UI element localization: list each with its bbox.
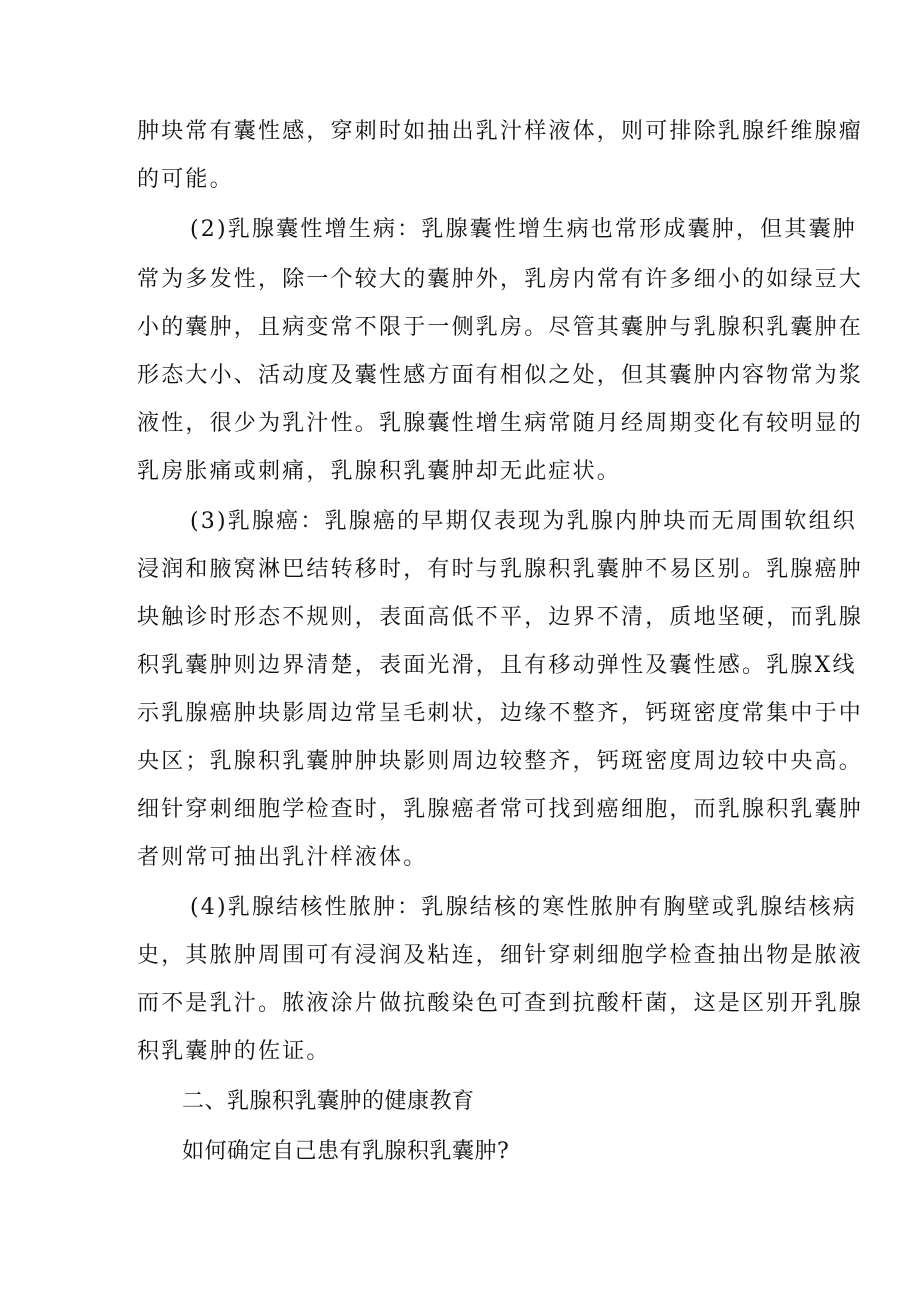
paragraph-3-line-8: 者则常可抽出乳汁样液体。 (137, 845, 428, 870)
paragraph-4-line-2: 史，其脓肿周围可有浸润及粘连，细针穿刺细胞学检查抽出物是脓液 (137, 943, 864, 968)
paragraph-2-line-3: 小的囊肿，且病变常不限于一侧乳房。尽管其囊肿与乳腺积乳囊肿在 (137, 315, 864, 340)
paragraph-4-line-3: 而不是乳汁。脓液涂片做抗酸染色可查到抗酸杆菌，这是区别开乳腺 (137, 991, 864, 1016)
paragraph-1-line-2: 的可能。 (137, 167, 234, 192)
section-heading: 二、乳腺积乳囊肿的健康教育 (182, 1089, 475, 1114)
section-question: 如何确定自己患有乳腺积乳囊肿? (182, 1139, 510, 1164)
paragraph-3-line-7: 细针穿刺细胞学检查时，乳腺癌者常可找到癌细胞，而乳腺积乳囊肿 (137, 797, 864, 822)
paragraph-3-line-5: 示乳腺癌肿块影周边常呈毛刺状，边缘不整齐，钙斑密度常集中于中 (137, 701, 864, 726)
paragraph-3-line-3: 块触诊时形态不规则，表面高低不平，边界不清，质地坚硬，而乳腺 (137, 605, 864, 630)
paragraph-3-line-4: 积乳囊肿则边界清楚，表面光滑，且有移动弹性及囊性感。乳腺X线 (137, 653, 857, 678)
paragraph-4-line-1: (4)乳腺结核性脓肿：乳腺结核的寒性脓肿有胸壁或乳腺结核病 (190, 895, 857, 920)
paragraph-2-line-5: 液性，很少为乳汁性。乳腺囊性增生病常随月经周期变化有较明显的 (137, 411, 864, 436)
paragraph-1-line-1: 肿块常有囊性感，穿刺时如抽出乳汁样液体，则可排除乳腺纤维腺瘤 (137, 119, 864, 144)
paragraph-4-line-4: 积乳囊肿的佐证。 (137, 1039, 331, 1064)
paragraph-2-line-6: 乳房胀痛或刺痛，乳腺积乳囊肿却无此症状。 (137, 459, 622, 484)
paragraph-3-line-6: 央区；乳腺积乳囊肿肿块影则周边较整齐，钙斑密度周边较中央高。 (137, 749, 864, 774)
paragraph-2-line-4: 形态大小、活动度及囊性感方面有相似之处，但其囊肿内容物常为浆 (137, 363, 864, 388)
paragraph-3-line-2: 浸润和腋窝淋巴结转移时，有时与乳腺积乳囊肿不易区别。乳腺癌肿 (137, 557, 864, 582)
paragraph-2-line-1: (2)乳腺囊性增生病：乳腺囊性增生病也常形成囊肿，但其囊肿 (190, 217, 857, 242)
paragraph-2-line-2: 常为多发性，除一个较大的囊肿外，乳房内常有许多细小的如绿豆大 (137, 267, 864, 292)
paragraph-3-line-1: (3)乳腺癌：乳腺癌的早期仅表现为乳腺内肿块而无周围软组织 (190, 509, 857, 534)
